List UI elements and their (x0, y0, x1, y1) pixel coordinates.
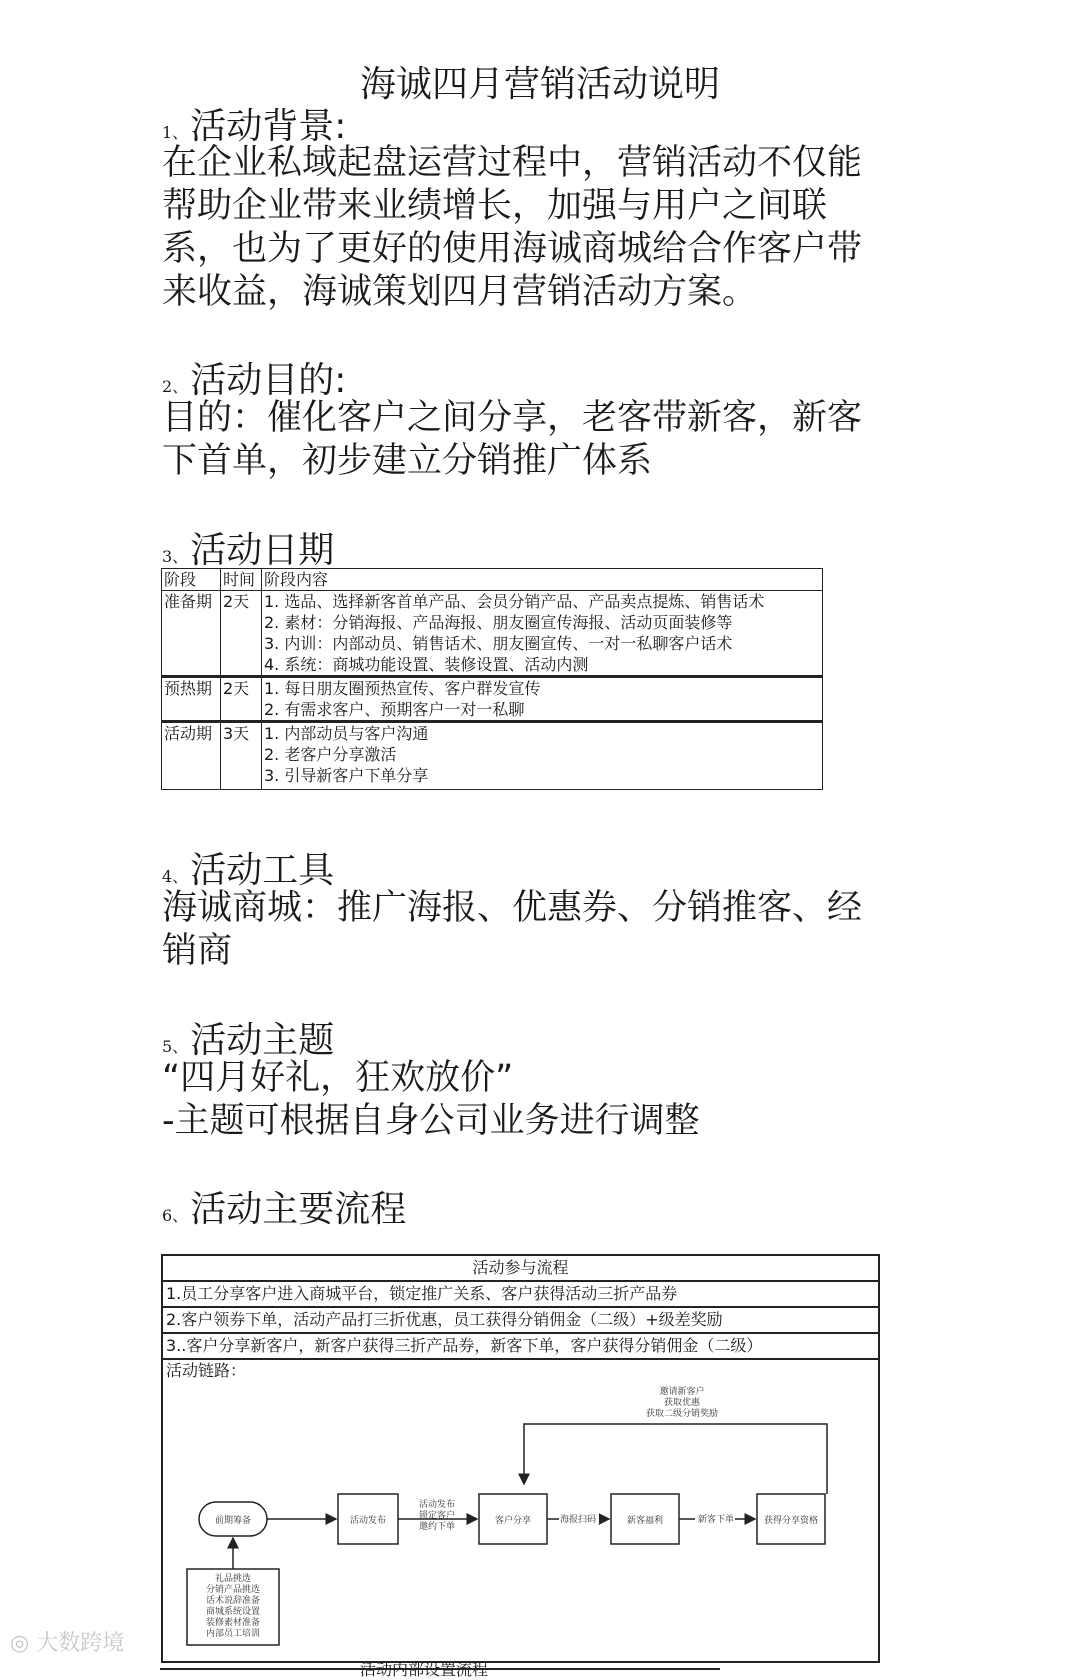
loop-label: 获取优惠 (663, 1398, 701, 1408)
section-number: 2、 (162, 377, 189, 396)
edge-label: 锁定客户 (418, 1511, 456, 1521)
paragraph-line: 销商 (162, 931, 233, 971)
section-number: 6、 (162, 1206, 189, 1225)
flow-step: 3..客户分享新客户，新客户获得三折产品券，新客下单，客户获得分销佣金（二级） (163, 1334, 878, 1360)
next-table-top-edge (160, 1660, 720, 1680)
content-item: 2. 素材：分销海报、产品海报、朋友圈宣传海报、活动页面装修等 (264, 613, 733, 632)
edge-label: 邀约下单 (418, 1522, 456, 1532)
chain-label: 活动链路： (166, 1361, 247, 1380)
page-title: 海诚四月营销活动说明 (359, 64, 720, 105)
loop-arrow (524, 1424, 827, 1494)
table-row (162, 591, 823, 677)
content-item: 3. 内训：内部动员、销售话术、朋友圈宣传、一对一私聊客户话术 (264, 634, 733, 653)
table-header: 阶段内容 (262, 569, 823, 591)
table-header-row (162, 569, 823, 591)
content-cell (262, 591, 823, 677)
section-2-heading (162, 352, 346, 403)
section-5-body (162, 1057, 922, 1143)
time-cell: 2天 (221, 677, 262, 722)
section-title: 活动背景: (190, 106, 347, 147)
flow-diagram (167, 1384, 865, 1649)
paragraph-line: 在企业私域起盘运营过程中，营销活动不仅能 (162, 143, 863, 183)
section-title: 活动日期 (190, 530, 335, 571)
section-number: 4、 (162, 867, 189, 886)
prep-list-item: 话术说辞准备 (205, 1596, 261, 1606)
prep-list-item: 内部员工培训 (205, 1629, 261, 1639)
content-item: 2. 老客户分享激活 (264, 745, 397, 764)
prep-list-item: 分销产品挑选 (205, 1585, 261, 1595)
content-item: 3. 引导新客户下单分享 (264, 766, 429, 785)
watermark (10, 1626, 124, 1657)
edge-label: 活动发布 (418, 1500, 456, 1510)
table-header: 时间 (221, 569, 262, 591)
paragraph-line: 帮助企业带来业绩增长，加强与用户之间联 (162, 186, 828, 226)
stage-cell: 准备期 (162, 591, 221, 677)
content-cell (262, 722, 823, 790)
flow-table (161, 1254, 880, 1663)
paragraph-line: 下首单，初步建立分销推广体系 (162, 441, 653, 481)
section-1-body (162, 142, 922, 314)
prep-list-item: 礼品挑选 (214, 1574, 252, 1584)
paragraph-line: 目的：催化客户之间分享，老客带新客，新客 (162, 398, 863, 438)
paragraph-line: “四月好礼，狂欢放价” (162, 1058, 514, 1098)
table-row (162, 722, 823, 790)
section-title: 活动工具 (190, 850, 335, 891)
table-row (162, 677, 823, 722)
time-cell: 3天 (221, 722, 262, 790)
edge-label: 海报扫码 (559, 1515, 597, 1525)
edge-label: 新客下单 (697, 1515, 735, 1525)
time-cell: 2天 (221, 591, 262, 677)
node-label: 新客福利 (626, 1516, 664, 1526)
watermark-logo-icon: ◎ (10, 1631, 37, 1656)
prep-list-item: 装修素材准备 (205, 1618, 261, 1628)
section-title: 活动主要流程 (190, 1189, 407, 1230)
paragraph-line: -主题可根据自身公司业务进行调整 (162, 1101, 700, 1141)
node-label: 客户分享 (494, 1516, 532, 1526)
section-4-body (162, 887, 922, 973)
section-2-body (162, 397, 922, 483)
content-item: 2. 有需求客户、预期客户一对一私聊 (264, 700, 525, 719)
stage-cell: 活动期 (162, 722, 221, 790)
section-6-heading (162, 1181, 406, 1232)
loop-label: 邀请新客户 (659, 1387, 705, 1397)
paragraph-line: 系，也为了更好的使用海诚商城给合作客户带 (162, 229, 863, 269)
prep-list-item: 商城系统设置 (205, 1607, 261, 1617)
watermark-text: 大数跨境 (36, 1631, 125, 1656)
node-label: 活动发布 (349, 1516, 387, 1526)
section-5-heading (162, 1012, 334, 1063)
content-item: 1. 每日朋友圈预热宣传、客户群发宣传 (264, 679, 541, 698)
content-item: 1. 选品、选择新客首单产品、会员分销产品、产品卖点提炼、销售话术 (264, 592, 765, 611)
content-item: 4. 系统：商城功能设置、装修设置、活动内测 (264, 655, 589, 674)
loop-label: 获取二级分销奖励 (645, 1409, 719, 1419)
content-cell (262, 677, 823, 722)
next-table-title-cut: 活动内部设置流程 (360, 1660, 489, 1679)
section-number: 1、 (162, 123, 189, 142)
schedule-table (161, 568, 823, 790)
stage-cell: 预热期 (162, 677, 221, 722)
section-title: 活动目的: (190, 360, 347, 401)
flow-title: 活动参与流程 (163, 1256, 878, 1282)
content-item: 1. 内部动员与客户沟通 (264, 724, 429, 743)
section-title: 活动主题 (190, 1020, 335, 1061)
flow-step: 2.客户领券下单，活动产品打三折优惠，员工获得分销佣金（二级）+级差奖励 (163, 1308, 878, 1334)
flow-step: 1.员工分享客户进入商城平台，锁定推广关系、客户获得活动三折产品券 (163, 1282, 878, 1308)
paragraph-line: 海诚商城：推广海报、优惠券、分销推客、经 (162, 888, 863, 928)
node-label: 前期筹备 (214, 1516, 252, 1526)
section-3-heading (162, 522, 334, 573)
section-number: 3、 (162, 547, 189, 566)
section-number: 5、 (162, 1037, 189, 1056)
section-4-heading (162, 842, 334, 893)
node-label: 获得分享资格 (763, 1516, 819, 1526)
paragraph-line: 来收益，海诚策划四月营销活动方案。 (162, 272, 758, 312)
table-header: 阶段 (162, 569, 221, 591)
